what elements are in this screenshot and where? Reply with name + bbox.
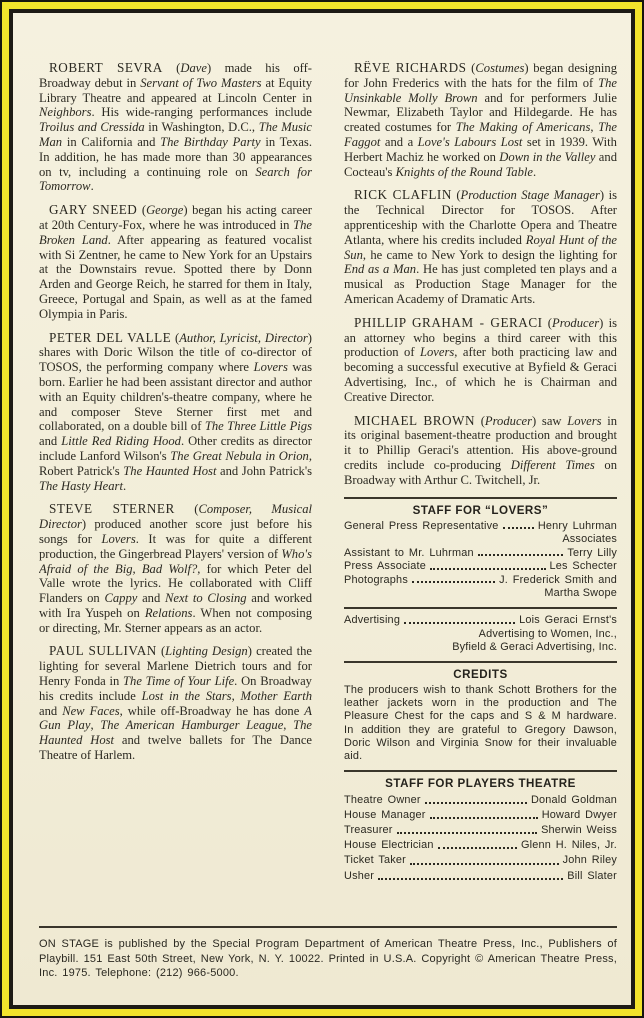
dot-leader: [425, 802, 527, 804]
bio-name: GARY SNEED: [49, 202, 138, 218]
program-page-paper: [9, 9, 635, 1009]
staff-row-extra: Byfield & Geraci Advertising, Inc.: [452, 641, 617, 654]
staff-lovers-title: STAFF FOR “LOVERS”: [412, 503, 549, 517]
bio-text: (Producer) is an attorney who begins a third career with this production of Lovers, after both practicing law and becoming a successful executive at Byfield & Geraci Advertising, Inc., of which he is Chairman and Creative Director.: [344, 315, 617, 404]
two-column-layout: [39, 61, 617, 926]
bio-text: (George) began his acting career at 20th Century-Fox, where he was introduced in The Broken Land. After appearing as featured vocalist with Si Zentner, he came to New York for an Upstairs at the Downstairs revue. Spotted there by Donn Arden and George Reich, he starred for them in Italy, Greece, Portugal and Spain, as well as at the famed Olympia in Paris.: [39, 203, 312, 321]
staff-row-value: Henry Luhrman: [537, 519, 617, 532]
staff-row: [344, 560, 617, 574]
bio-text: (Dave) made his off-Broadway debut in Servant of Two Masters at Equity Library Theatre and appeared at Lincoln Center in Neighbors. His wide-ranging performances include Troilus and Cressida in Washington, D.C., The Music Man in California and The Birthday Party in Texas. In addition, he has made more than 30 appearances on tv, including a continuing role on Search for Tomorrow.: [39, 61, 313, 194]
staff-row-label: Treasurer: [344, 824, 393, 837]
bio-steve-sterner: [39, 502, 312, 635]
staff-row: [344, 808, 617, 823]
bio-text: (Lighting Design) created the lighting for several Marlene Dietrich tours and for Henry Fonda in The Time of Your Life. On Broadway his credits include Lost in the Stars, Mother Earth and New Faces, while off-Broadway he has done A Gun Play, The American Hamburger League, The Haunted Host and twelve ballets for The Dance Theatre of Harlem.: [39, 644, 313, 763]
dot-leader: [438, 847, 517, 849]
staff-row-extra: Advertising to Women, Inc.,: [478, 627, 617, 640]
staff-row-value: Bill Slater: [567, 869, 617, 882]
credits-text: The producers wish to thank Schott Brothers for the leather jackets worn in the production and The Pleasure Chest for the caps and S & M hardware. In addition they are grateful to Gregory Dawson, Doric Wilson and Virginia Snow for their invaluable aid.: [344, 683, 617, 763]
staff-row: [344, 520, 617, 534]
bio-peter-del-valle: [39, 331, 312, 494]
staff-row-value: Glenn H. Niles, Jr.: [520, 839, 617, 852]
bio-text: (Author, Lyricist, Director) shares with Doric Wilson the title of co-director of TOSOS, the performing company where Lovers was born. Earlier he had been assistant director and author with an Equity children's-theatre company, where he and composer Steve Sterner first met and collaborated, on a double bill of The Three Little Pigs and Little Red Riding Hood. Other credits as director include Lanford Wilson's The Great Nebula in Orion, Robert Patrick's The Haunted Host and John Patrick's The Hasty Heart.: [39, 330, 312, 493]
bio-text: (Composer, Musical Director) produced another score just before his songs for Lovers. It was for quite a different production, the Gingerbread Players' version of Who's Afraid of the Big, Bad Wolf?, for which Peter del Valle wrote the lyrics. He collaborated with Cliff Flanders on Cappy and Next to Closing and worked with Ira Yuspeh on Relations. When not composing or directing, Mr. Sterner appears as an actor.: [39, 502, 313, 635]
staff-players-title: STAFF FOR PLAYERS THEATRE: [385, 776, 576, 790]
staff-row-label: Usher: [344, 869, 375, 882]
publisher-footer: [39, 926, 617, 981]
staff-players-section: [344, 770, 617, 884]
staff-row-label: Photographs: [344, 573, 408, 586]
bio-text: (Costumes) began designing for John Frederics with the hats for the film of The Unsinkable Molly Brown and for performers Julie Newmar, Elizabeth Taylor and Hildegarde. He has created costumes for The Making of Americans, The Faggot and a Love's Labours Lost set in 1939. With Herbert Machiz he worked on Down in the Valley and Cocteau's Knights of the Round Table.: [344, 61, 617, 179]
staff-row-value: John Riley: [562, 854, 617, 867]
staff-row-label: Assistant to Mr. Luhrman: [344, 546, 474, 559]
right-column: [344, 61, 617, 926]
bio-name: RÊVE RICHARDS: [354, 61, 467, 75]
staff-row-value: Donald Goldman: [530, 793, 617, 806]
staff-row-value: Sherwin Weiss: [541, 824, 617, 837]
bio-name: STEVE STERNER: [49, 501, 175, 517]
staff-row-label: House Manager: [344, 808, 426, 821]
publisher-footer-text: ON STAGE is published by the Special Program Department of American Theatre Press, Inc., Publishers of Playbill. 151 East 50th Street, New York, N. Y. 10022. Printed in U.S.A. Copyright © American Theatre Press, Inc. 1975. Telephone: (212) 966-5000.: [39, 938, 617, 980]
bio-name: RICK CLAFLIN: [354, 187, 452, 203]
bio-gary-sneed: [39, 203, 312, 321]
staff-row-value: Terry Lilly: [567, 546, 617, 559]
bio-name: PHILLIP GRAHAM - GERACI: [354, 314, 543, 330]
divider-rule: [344, 661, 617, 663]
staff-row: [344, 853, 617, 868]
staff-row: [344, 869, 617, 884]
credits-title: CREDITS: [453, 667, 508, 681]
staff-row-value: Howard Dwyer: [541, 808, 617, 821]
credits-section: [344, 661, 617, 764]
staff-row-label: Advertising: [344, 614, 401, 627]
staff-row-advertising: [344, 614, 617, 628]
bio-rick-claflin: [344, 188, 617, 306]
staff-row-label: General Press Representative: [344, 519, 499, 532]
dot-leader: [404, 622, 515, 624]
staff-row-label: House Electrician: [344, 839, 434, 852]
bio-reve-richards: [344, 61, 617, 179]
bio-name: PAUL SULLIVAN: [49, 643, 157, 659]
staff-row-value: Lois Geraci Ernst's: [519, 614, 617, 627]
staff-row-label: Theatre Owner: [344, 793, 421, 806]
staff-row: [344, 838, 617, 853]
dot-leader: [478, 554, 564, 556]
dot-leader: [397, 832, 537, 834]
dot-leader: [412, 581, 495, 583]
staff-row: [344, 547, 617, 561]
bio-name: PETER DEL VALLE: [49, 329, 172, 345]
bio-michael-brown: [344, 414, 617, 488]
bio-paul-sullivan: [39, 644, 312, 762]
dot-leader: [503, 527, 534, 529]
left-column: [39, 61, 312, 926]
staff-row-label: Press Associate: [344, 560, 426, 573]
staff-row: [344, 793, 617, 808]
dot-leader: [378, 878, 563, 880]
dot-leader: [430, 568, 546, 570]
staff-row: [344, 574, 617, 588]
staff-row: [344, 823, 617, 838]
bio-name: ROBERT SEVRA: [49, 61, 163, 75]
dot-leader: [410, 863, 559, 865]
staff-row-extra: Associates: [562, 533, 617, 546]
staff-row-extra: Martha Swope: [544, 587, 617, 600]
bio-name: MICHAEL BROWN: [354, 412, 476, 428]
staff-lovers-section: [344, 497, 617, 655]
bio-text: (Production Stage Manager) is the Technical Director for TOSOS. After apprenticeship with the Charlotte Opera and Theatre Atlanta, where his credits included Royal Hunt of the Sun, he came to New York to design the lighting for End as a Man. He has just completed ten plays and a musical as Production Stage Manager for the American Academy of Dramatic Arts.: [344, 188, 617, 306]
staff-row-value: J. Frederick Smith and: [499, 573, 617, 586]
staff-row-value: Les Schecter: [549, 560, 617, 573]
divider-rule: [344, 770, 617, 772]
staff-row-label: Ticket Taker: [344, 854, 406, 867]
bio-text: (Producer) saw Lovers in its original basement-theatre production and brought it to Phillip Geraci's attention. His above-ground credits include co-producing Different Times on Broadway with Arthur C. Twitchell, Jr.: [344, 413, 617, 487]
bio-robert-sevra: [39, 61, 312, 194]
dot-leader: [430, 817, 538, 819]
divider-rule: [344, 607, 617, 609]
divider-rule: [344, 497, 617, 499]
bio-phillip-graham-geraci: [344, 316, 617, 405]
